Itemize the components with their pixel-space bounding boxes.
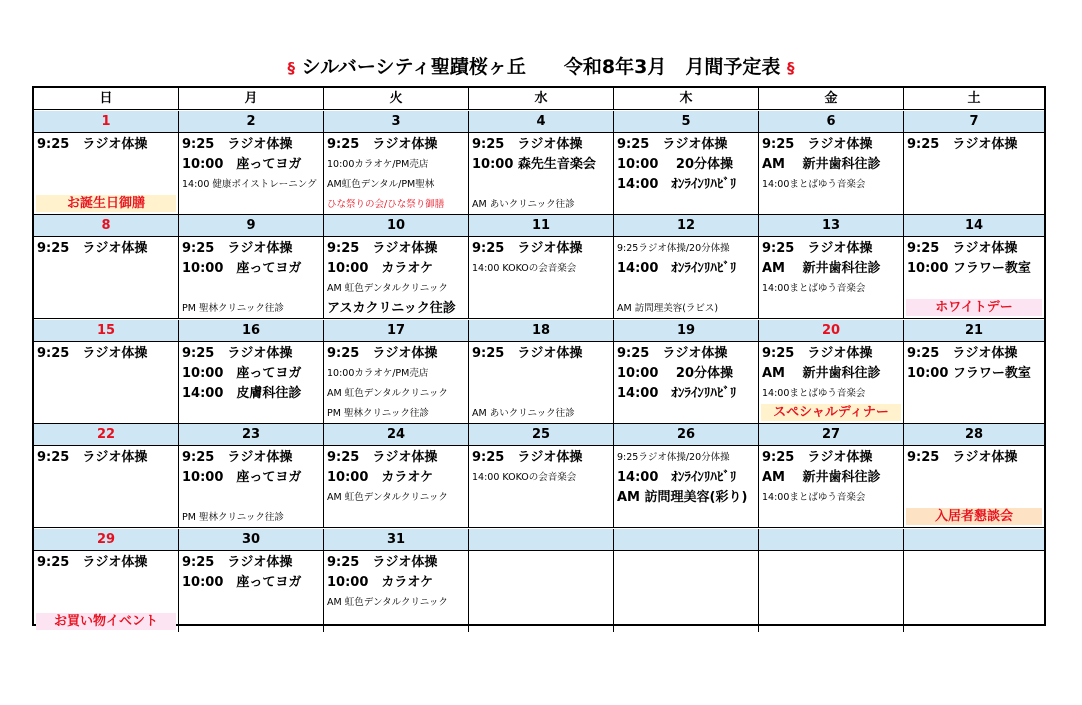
event-line: PM 聖林クリニック往診: [182, 512, 284, 523]
event-line: 10:00 カラオケ: [327, 261, 434, 276]
event-line: 14:00 ｵﾝﾗｲﾝﾘﾊﾋﾞﾘ: [617, 385, 737, 401]
date-number: 7: [969, 113, 979, 129]
event-line: AM あいクリニック往診: [472, 407, 575, 419]
date-number: 12: [614, 215, 759, 236]
date-number: 14: [964, 218, 984, 233]
day-cell: [34, 446, 179, 527]
event-line: AM 訪問理美容(彩り): [617, 490, 748, 505]
special-event-badge: お買い物イベント: [36, 613, 176, 630]
date-number: 19: [614, 320, 759, 341]
event-line: 14:00 ｵﾝﾗｲﾝﾘﾊﾋﾞﾘ: [617, 470, 737, 485]
day-cell: [469, 446, 614, 527]
week-row: [34, 551, 1044, 632]
day-cell: [469, 551, 614, 632]
event-line: 9:25 ラジオ体操: [37, 554, 148, 570]
event-line: AM 虹色デンタルクリニック: [327, 387, 448, 399]
date-number: 13: [759, 215, 904, 236]
day-cell: [469, 342, 614, 423]
event-line: 10:00 座ってヨガ: [182, 365, 302, 381]
event-line: AM 訪問理美容(ラビス): [617, 303, 719, 314]
event-line: AM虹色デンタル/PM聖林: [327, 178, 435, 190]
event-line: 9:25 ラジオ体操: [37, 450, 148, 465]
event-line: 9:25 ラジオ体操: [762, 241, 873, 256]
day-cell: [614, 446, 759, 527]
day-cell: [179, 237, 324, 318]
date-number-row: [34, 529, 1044, 551]
event-line: 14:00 KOKOの会音楽会: [472, 263, 577, 274]
date-number-row: [34, 111, 1044, 133]
event-line: 10:00 座ってヨガ: [182, 470, 302, 485]
event-line: 14:00 皮膚科往診: [182, 385, 302, 401]
event-line: 9:25 ラジオ体操: [327, 554, 438, 570]
date-number: 17: [324, 320, 469, 341]
event-line: 10:00 座ってヨガ: [182, 574, 302, 590]
date-number: [904, 529, 1044, 550]
day-cell: [34, 551, 179, 632]
event-line: AM 虹色デンタルクリニック: [327, 492, 448, 503]
date-number: 4: [469, 111, 614, 132]
date-number: 18: [469, 320, 614, 341]
day-cell: [34, 342, 179, 423]
page-title: [0, 52, 1082, 79]
week-row: [34, 342, 1044, 424]
date-number: 28: [964, 427, 984, 442]
event-line: 10:00 カラオケ: [327, 470, 434, 485]
event-line: 9:25 ラジオ体操: [762, 345, 873, 361]
special-event-badge: ホワイトデー: [906, 299, 1042, 316]
date-number: 5: [614, 111, 759, 132]
date-number: 27: [759, 424, 904, 445]
date-number-row: [34, 215, 1044, 237]
day-cell: [904, 133, 1044, 214]
event-line: 9:25 ラジオ体操: [472, 450, 583, 465]
week-row: [34, 237, 1044, 319]
event-line: AM 新井歯科往診: [762, 261, 881, 276]
calendar-table: [32, 86, 1046, 629]
day-cell: [179, 446, 324, 527]
special-event-badge: お誕生日御膳: [36, 195, 176, 212]
date-number: 29: [34, 529, 179, 550]
date-number: 11: [469, 215, 614, 236]
date-number: [759, 529, 904, 550]
date-number: 2: [179, 111, 324, 132]
event-line: 9:25 ラジオ体操: [907, 450, 1018, 465]
event-line: 9:25 ラジオ体操: [907, 241, 1018, 256]
special-event-badge: 入居者懇談会: [906, 508, 1042, 525]
event-line: 10:00カラオケ/PM売店: [327, 367, 429, 379]
week-row: [34, 133, 1044, 215]
event-line: 9:25 ラジオ体操: [907, 345, 1018, 361]
event-line: 9:25 ラジオ体操: [182, 345, 293, 361]
event-line: 10:00 20分体操: [617, 156, 733, 172]
date-number: 10: [324, 215, 469, 236]
day-cell: [469, 237, 614, 318]
day-cell: [759, 446, 904, 527]
day-cell: [324, 446, 469, 527]
weekday-header-row: [34, 88, 1044, 110]
day-cell: [759, 342, 904, 423]
event-line: AM 虹色デンタルクリニック: [327, 283, 448, 294]
day-cell: [324, 133, 469, 214]
event-line: 9:25 ラジオ体操: [907, 136, 1018, 152]
event-line: AM 新井歯科往診: [762, 365, 881, 381]
event-line: 9:25 ラジオ体操: [472, 241, 583, 256]
event-line: 10:00 20分体操: [617, 365, 733, 381]
day-cell: [469, 133, 614, 214]
event-line: [472, 384, 613, 404]
event-line: 10:00 座ってヨガ: [182, 156, 302, 172]
event-line: 9:25 ラジオ体操: [182, 554, 293, 570]
day-cell: [179, 551, 324, 632]
day-cell: [179, 133, 324, 214]
section-mark-right: §: [787, 59, 795, 77]
day-cell: [904, 446, 1044, 527]
day-cell: [324, 237, 469, 318]
day-cell: [759, 551, 904, 632]
date-number: 21: [964, 322, 984, 338]
week-row: [34, 446, 1044, 528]
date-number: 22: [34, 424, 179, 445]
event-line: 10:00 フラワー教室: [907, 261, 1031, 276]
event-line: 10:00カラオケ/PM売店: [327, 158, 429, 170]
event-line: AM あいクリニック往診: [472, 198, 575, 210]
date-number: 23: [179, 424, 324, 445]
day-cell: [614, 551, 759, 632]
date-number: 30: [179, 529, 324, 550]
event-line: 14:00 KOKOの会音楽会: [472, 472, 577, 483]
event-line: 10:00 座ってヨガ: [182, 261, 302, 276]
date-number: 31: [324, 529, 469, 550]
event-line: [182, 488, 323, 508]
day-cell: [904, 342, 1044, 423]
date-number: 16: [179, 320, 324, 341]
event-line: 9:25 ラジオ体操: [472, 345, 583, 361]
event-line: AM 新井歯科往診: [762, 470, 881, 485]
date-number: 24: [324, 424, 469, 445]
event-line: [617, 279, 758, 299]
event-line: 14:00 ｵﾝﾗｲﾝﾘﾊﾋﾞﾘ: [617, 176, 737, 192]
date-number: 15: [34, 320, 179, 341]
event-line: 9:25ラジオ体操/20分体操: [617, 452, 730, 463]
event-line: 9:25 ラジオ体操: [762, 450, 873, 465]
day-cell: [759, 133, 904, 214]
date-number: [614, 529, 759, 550]
day-cell: [34, 237, 179, 318]
date-number: 20: [759, 320, 904, 341]
event-line: 10:00 フラワー教室: [907, 365, 1031, 381]
weekday-wed: 水: [469, 88, 614, 109]
date-number: [469, 529, 614, 550]
day-cell: [614, 342, 759, 423]
date-number: 25: [469, 424, 614, 445]
date-number: 3: [324, 111, 469, 132]
event-line: 9:25 ラジオ体操: [327, 241, 438, 256]
event-line: 9:25 ラジオ体操: [472, 136, 583, 152]
event-line: 14:00まとばゆう音楽会: [762, 492, 866, 503]
weekday-sun: 日: [34, 88, 179, 109]
event-line: 9:25 ラジオ体操: [617, 136, 728, 152]
event-line: 14:00まとばゆう音楽会: [762, 387, 866, 399]
date-number: 1: [34, 111, 179, 132]
event-line: 9:25 ラジオ体操: [182, 450, 293, 465]
event-line: 10:00 森先生音楽会: [472, 156, 596, 172]
event-line: [472, 175, 613, 195]
day-cell: [759, 237, 904, 318]
weekday-thu: 木: [614, 88, 759, 109]
weekday-fri: 金: [759, 88, 904, 109]
event-line: 9:25 ラジオ体操: [327, 450, 438, 465]
event-line: 9:25ラジオ体操/20分体操: [617, 243, 730, 254]
day-cell: [614, 133, 759, 214]
date-number: 6: [759, 111, 904, 132]
event-line: [472, 364, 613, 384]
event-line: PM 聖林クリニック往診: [182, 303, 284, 314]
event-line: 9:25 ラジオ体操: [37, 136, 148, 152]
date-number-row: [34, 320, 1044, 342]
date-number: 26: [614, 424, 759, 445]
weekday-sat: 土: [967, 91, 981, 106]
event-line: 14:00まとばゆう音楽会: [762, 283, 866, 294]
day-cell: [34, 133, 179, 214]
title-text: シルバーシティ聖蹟桜ヶ丘 令和8年3月 月間予定表: [301, 56, 781, 78]
event-line: [182, 279, 323, 299]
event-line: 14:00 ｵﾝﾗｲﾝﾘﾊﾋﾞﾘ: [617, 261, 737, 276]
event-line: 9:25 ラジオ体操: [327, 136, 438, 152]
event-line: 9:25 ラジオ体操: [182, 136, 293, 152]
date-number-row: [34, 424, 1044, 446]
event-line: 9:25 ラジオ体操: [37, 345, 148, 361]
event-line: 9:25 ラジオ体操: [762, 136, 873, 152]
day-cell: [324, 342, 469, 423]
special-event-badge: スペシャルディナー: [761, 404, 901, 421]
event-line: AM 虹色デンタルクリニック: [327, 596, 448, 608]
event-line: 14:00まとばゆう音楽会: [762, 178, 866, 190]
date-number: 8: [34, 215, 179, 236]
day-cell: [324, 551, 469, 632]
event-line: ひな祭りの会/ひな祭り御膳: [327, 198, 445, 210]
day-cell: [614, 237, 759, 318]
event-line: アスカクリニック往診: [327, 301, 456, 316]
event-line: 9:25 ラジオ体操: [617, 345, 728, 361]
day-cell: [179, 342, 324, 423]
event-line: 9:25 ラジオ体操: [37, 241, 148, 256]
event-line: AM 新井歯科往診: [762, 156, 881, 172]
event-line: 14:00 健康ボイストレーニング: [182, 178, 317, 190]
day-cell: [904, 237, 1044, 318]
date-number: 9: [179, 215, 324, 236]
weekday-mon: 月: [179, 88, 324, 109]
event-line: 9:25 ラジオ体操: [182, 241, 293, 256]
section-mark-left: §: [287, 59, 295, 77]
event-line: PM 聖林クリニック往診: [327, 407, 429, 419]
weekday-tue: 火: [324, 88, 469, 109]
event-line: 10:00 カラオケ: [327, 574, 434, 590]
event-line: 9:25 ラジオ体操: [327, 345, 438, 361]
day-cell: [904, 551, 1044, 632]
